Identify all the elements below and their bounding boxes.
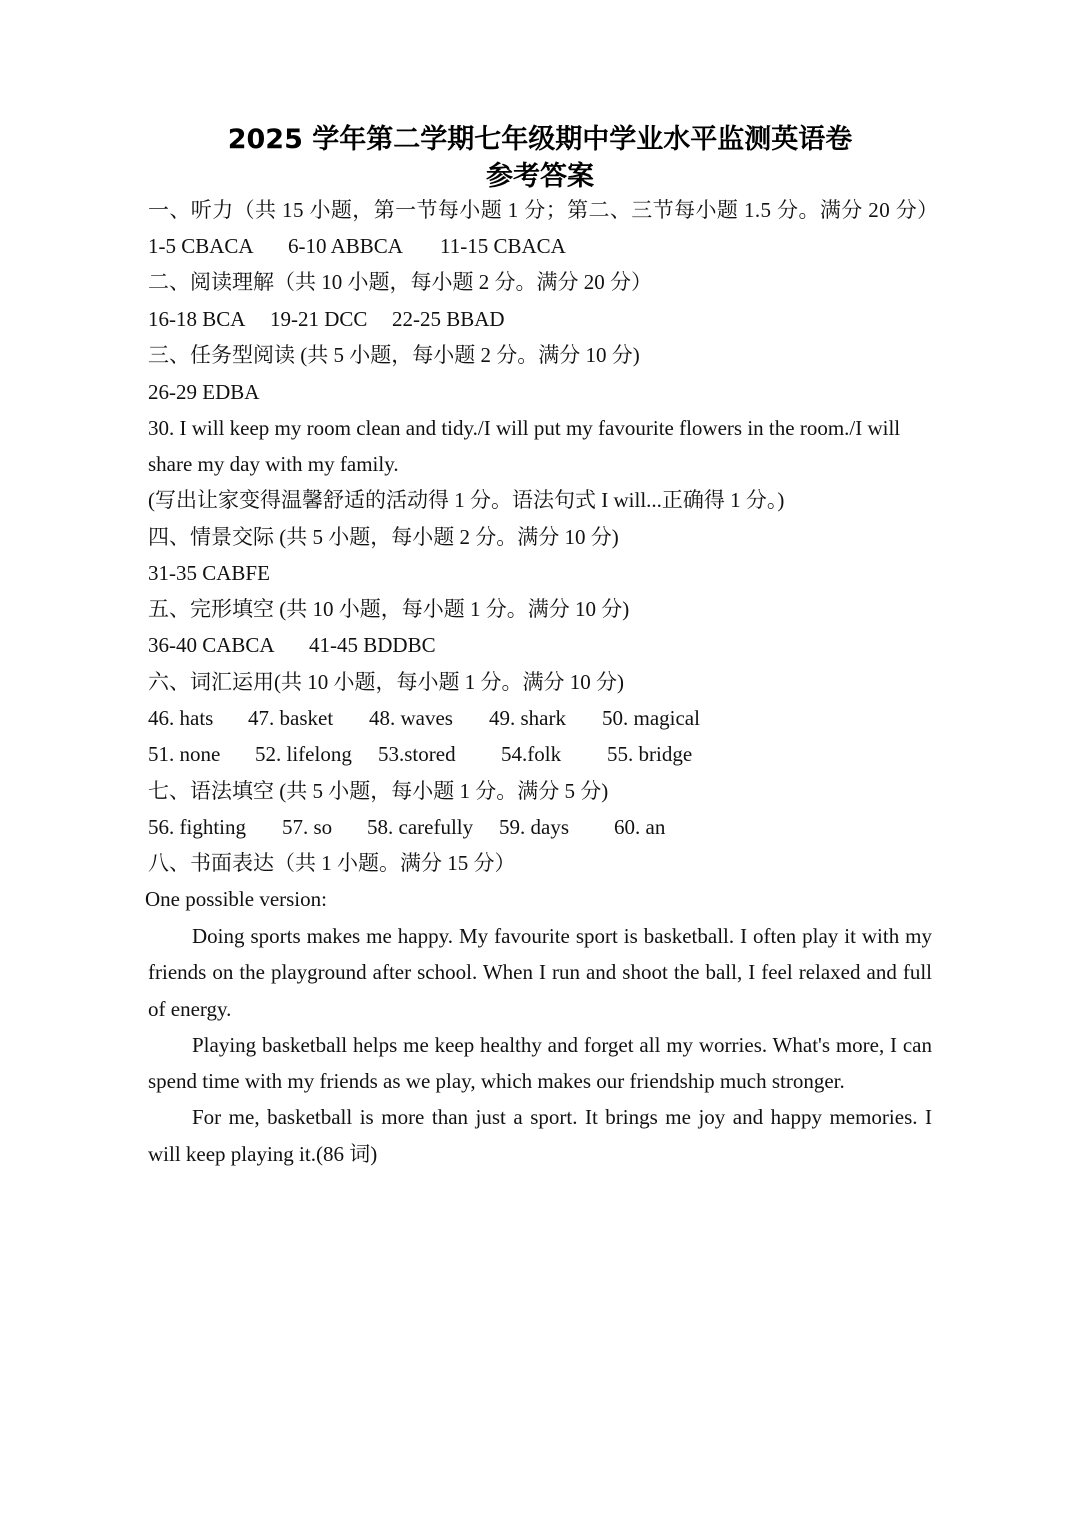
answer-item: 60. an [614, 815, 666, 839]
section-heading-writing: 八、书面表达（共 1 小题。满分 15 分） [148, 851, 516, 875]
answer-group: 36-40 CABCA [148, 633, 275, 657]
answer-item: 47. basket [248, 706, 334, 730]
sample-essay-intro: One possible version: [145, 887, 327, 911]
answer-item: 51. none [148, 742, 221, 766]
sample-essay [148, 918, 932, 1172]
section-heading-vocabulary: 六、词汇运用(共 10 小题，每小题 1 分。满分 10 分) [148, 670, 624, 694]
essay-paragraph: Doing sports makes me happy. My favourite sport is basketball. I often play it with my friends on the playground after school. When I run and shoot the ball, I feel relaxed and full of energy. [148, 924, 932, 1021]
page-subtitle: 参考答案 [486, 161, 594, 192]
section-heading-grammar: 七、语法填空 (共 5 小题，每小题 1 分。满分 5 分) [148, 779, 609, 803]
answer-group: 41-45 BDDBC [309, 633, 436, 657]
answer-group: 19-21 DCC [270, 307, 368, 331]
page-title: 2025 学年第二学期七年级期中学业水平监测英语卷 [227, 124, 853, 155]
answer-item: 48. waves [369, 706, 453, 730]
answer-item: 55. bridge [607, 742, 693, 766]
answer-item: 59. days [499, 815, 569, 839]
section-heading-listening: 一、听力（共 15 小题，第一节每小题 1 分；第二、三节每小题 1.5 分。满分 20 分） [148, 198, 939, 222]
answer-item: 46. hats [148, 706, 214, 730]
section-heading-dialogue: 四、情景交际 (共 5 小题，每小题 2 分。满分 10 分) [148, 525, 619, 549]
section-heading-cloze: 五、完形填空 (共 10 小题，每小题 1 分。满分 10 分) [148, 597, 630, 621]
answer-group: 1-5 CBACA [148, 234, 254, 258]
answer-group: 11-15 CBACA [440, 234, 566, 258]
answer-item: 56. fighting [148, 815, 246, 839]
answer-group: 26-29 EDBA [148, 380, 260, 404]
answer-group: 31-35 CABFE [148, 561, 270, 585]
answer-group: 16-18 BCA [148, 307, 246, 331]
essay-paragraph: For me, basketball is more than just a sport. It brings me joy and happy memories. I will keep playing it.(86 词) [148, 1105, 932, 1166]
answer-group: 22-25 BBAD [392, 307, 505, 331]
answer-item: 49. shark [489, 706, 566, 730]
answer-item: 58. carefully [367, 815, 474, 839]
q30-scoring-note: (写出让家变得温馨舒适的活动得 1 分。语法句式 I will...正确得 1 分。) [148, 488, 785, 512]
q30-answer-line-1: 30. I will keep my room clean and tidy./I will put my favourite flowers in the room./I will [148, 416, 901, 440]
answer-item: 54.folk [501, 742, 562, 766]
essay-paragraph: Playing basketball helps me keep healthy and forget all my worries. What's more, I can spend time with my friends as we play, which makes our friendship much stronger. [148, 1032, 932, 1094]
answer-item: 53.stored [378, 742, 456, 766]
section-heading-task-reading: 三、任务型阅读 (共 5 小题，每小题 2 分。满分 10 分) [148, 343, 640, 367]
answer-item: 50. magical [602, 706, 700, 730]
q30-answer-line-2: share my day with my family. [148, 452, 399, 476]
answer-item: 52. lifelong [255, 742, 352, 766]
answer-group: 6-10 ABBCA [288, 234, 403, 258]
answer-item: 57. so [282, 815, 333, 839]
section-heading-reading: 二、阅读理解（共 10 小题，每小题 2 分。满分 20 分） [148, 270, 652, 294]
